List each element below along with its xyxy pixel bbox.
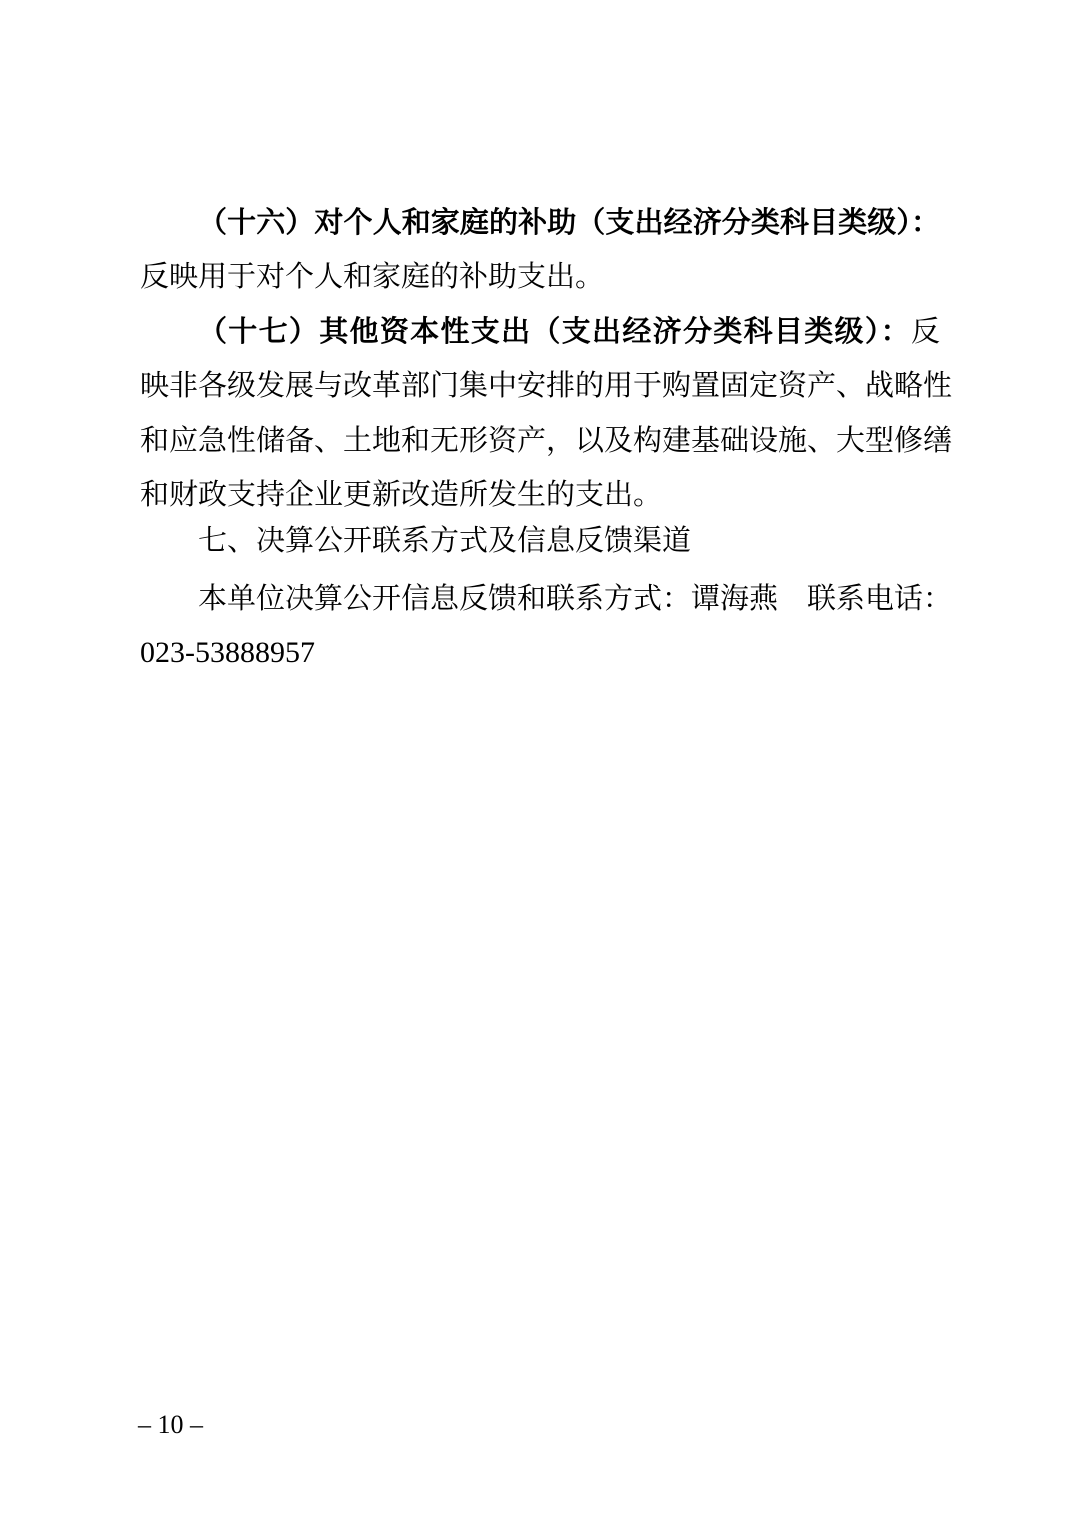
item17-title: （十七）其他资本性支出（支出经济分类科目类级）：	[198, 314, 911, 348]
item17-title-line	[198, 311, 940, 351]
item17-body-line-2: 和应急性储备、土地和无形资产，以及构建基础设施、大型修缮	[140, 423, 953, 457]
item16-title: （十六）对个人和家庭的补助（支出经济分类科目类级）：	[198, 205, 940, 239]
item16-title-line	[198, 202, 940, 242]
item17-body-line-3: 和财政支持企业更新改造所发生的支出。	[140, 477, 663, 511]
section7-heading: 七、决算公开联系方式及信息反馈渠道	[198, 523, 692, 557]
item17-body-line-1: 映非各级发展与改革部门集中安排的用于购置固定资产、战略性	[140, 368, 953, 402]
item16-body-line-1: 反映用于对个人和家庭的补助支出。	[140, 259, 605, 293]
page-number: – 10 –	[138, 1410, 203, 1439]
item17-title-tail: 反	[910, 314, 940, 348]
section7-phone: 023-53888957	[140, 636, 315, 669]
section7-contact-line: 本单位决算公开信息反馈和联系方式：谭海燕 联系电话：	[198, 581, 953, 615]
